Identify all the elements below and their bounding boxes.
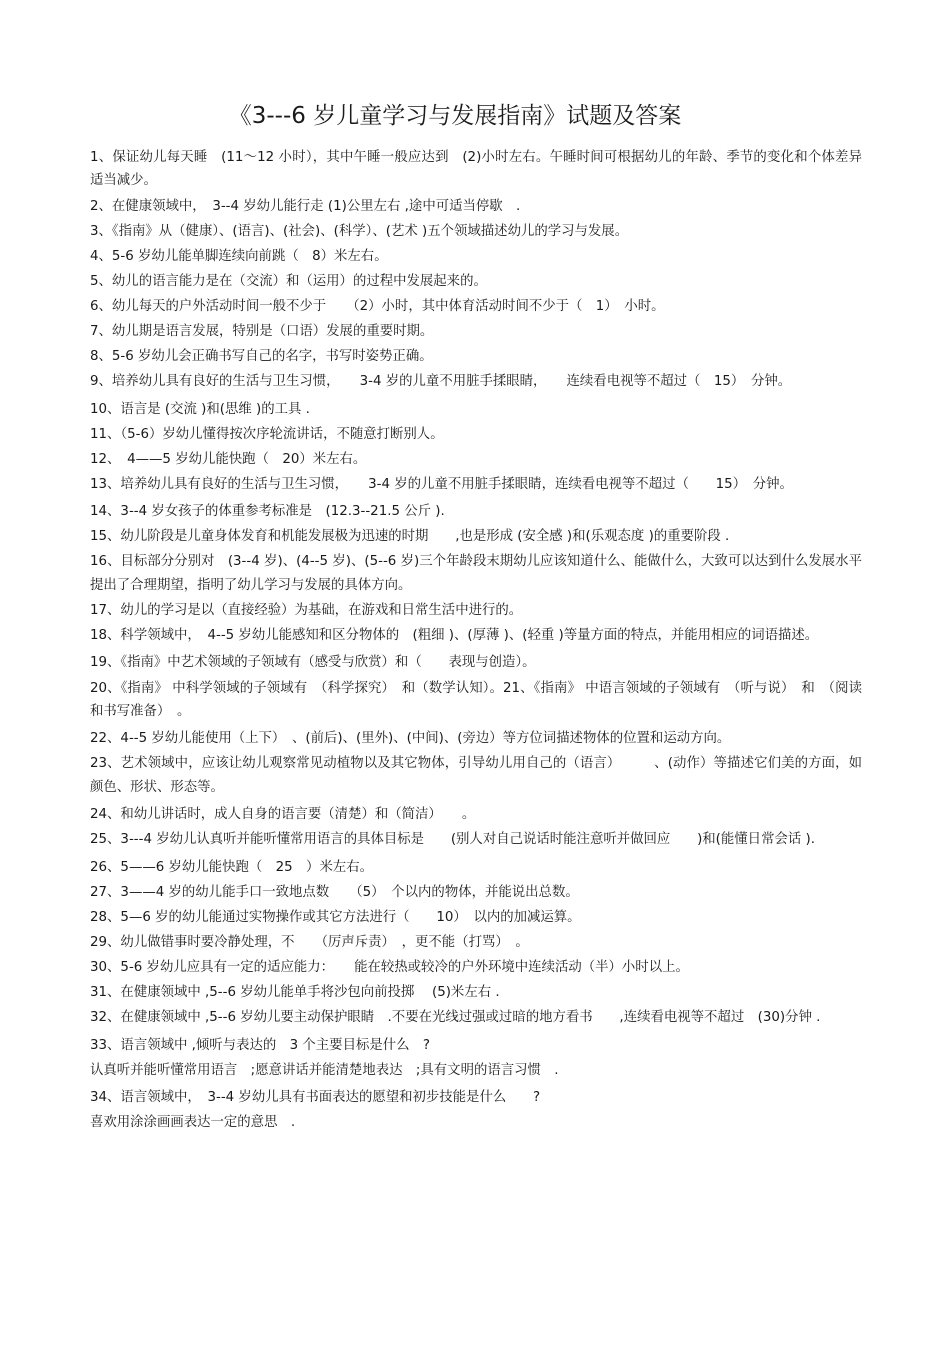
question-15: 15、幼儿阶段是儿童身体发育和机能发展极为迅速的时期 ,也是形成 (安全感 )和(乐观态度 )的重要阶段 . — [90, 529, 730, 545]
question-25: 25、3---4 岁幼儿认真听并能听懂常用语言的具体目标是 (别人对自己说话时能注意听并做回应 )和(能懂日常会话 ). — [90, 832, 815, 848]
question-34: 34、语言领域中， 3--4 岁幼儿具有书面表达的愿望和初步技能是什么 ? — [90, 1090, 541, 1106]
question-22: 22、4--5 岁幼儿能使用（上下） 、(前后)、(里外)、(中间)、(旁边）等方位词描述物体的位置和运动方向。 — [90, 731, 731, 747]
question-12: 12、 4——5 岁幼儿能快跑（ 20）米左右。 — [90, 451, 367, 467]
answer-34: 喜欢用涂涂画画表达一定的意思 . — [90, 1115, 296, 1131]
question-30: 30、5-6 岁幼儿应具有一定的适应能力： 能在较热或较冷的户外环境中连续活动（半）小时以上。 — [90, 960, 689, 976]
question-4: 4、5-6 岁幼儿能单脚连续向前跳（ 8）米左右。 — [90, 248, 388, 264]
question-10: 10、语言是 (交流 )和(思维 )的工具 . — [90, 401, 310, 417]
question-13: 13、培养幼儿具有良好的生活与卫生习惯， 3-4 岁的儿童不用脏手揉眼睛，连续看电视等不超过（ 15） 分钟。 — [90, 476, 793, 492]
question-31: 31、在健康领域中 ,5--6 岁幼儿能单手将沙包向前投掷 (5)米左右 . — [90, 985, 500, 1001]
question-24: 24、和幼儿讲话时，成人自身的语言要（清楚）和（简洁） 。 — [90, 807, 476, 823]
question-8: 8、5-6 岁幼儿会正确书写自己的名字，书写时姿势正确。 — [90, 349, 433, 365]
question-7: 7、幼儿期是语言发展，特别是（口语）发展的重要时期。 — [90, 323, 434, 339]
question-list — [90, 146, 862, 1136]
question-33: 33、语言领域中 ,倾听与表达的 3 个主要目标是什么 ? — [90, 1037, 431, 1053]
document-title: 《3---6 岁儿童学习与发展指南》试题及答案 — [228, 103, 682, 129]
question-23: 23、艺术领域中，应该让幼儿观察常见动植物以及其它物体，引导幼儿用自己的（语言） 、(动作）等描述它们美的方面，如颜色、形状、形态等。 — [90, 756, 862, 795]
question-6: 6、幼儿每天的户外活动时间一般不少于 （2）小时，其中体育活动时间不少于（ 1） 小时。 — [90, 298, 665, 314]
question-26: 26、5——6 岁幼儿能快跑（ 25 ）米左右。 — [90, 859, 374, 875]
question-18: 18、科学领域中， 4--5 岁幼儿能感知和区分物体的 (粗细 )、(厚薄 )、(轻重 )等量方面的特点，并能用相应的词语描述。 — [90, 628, 819, 644]
question-3: 3、《指南》从（健康）、(语言)、(社会)、(科学）、(艺术 )五个领域描述幼儿的学习与发展。 — [90, 223, 629, 239]
question-19: 19、《指南》中艺术领域的子领域有（感受与欣赏）和（ 表现与创造）。 — [90, 655, 536, 671]
question-9: 9、培养幼儿具有良好的生活与卫生习惯， 3-4 岁的儿童不用脏手揉眼睛， 连续看电视等不超过（ 15） 分钟。 — [90, 374, 792, 390]
question-20-21: 20、《指南》 中科学领域的子领域有 （科学探究） 和（数学认知）。21、《指南》 中语言领域的子领域有 （听与说） 和 （阅读和书写准备） 。 — [90, 680, 862, 719]
answer-33: 认真听并能听懂常用语言 ;愿意讲话并能清楚地表达 ;具有文明的语言习惯 . — [90, 1062, 559, 1078]
question-17: 17、幼儿的学习是以（直接经验）为基础，在游戏和日常生活中进行的。 — [90, 602, 523, 618]
question-28: 28、5—6 岁的幼儿能通过实物操作或其它方法进行（ 10） 以内的加减运算。 — [90, 909, 581, 925]
question-32: 32、在健康领域中 ,5--6 岁幼儿要主动保护眼睛 .不要在光线过强或过暗的地方看书 ,连续看电视等不超过 (30)分钟 . — [90, 1010, 821, 1026]
question-11: 11、（5-6）岁幼儿懂得按次序轮流讲话，不随意打断别人。 — [90, 426, 444, 442]
question-14: 14、3--4 岁女孩子的体重参考标准是 (12.3--21.5 公斤 ). — [90, 504, 445, 520]
question-29: 29、幼儿做错事时要冷静处理，不 （厉声斥责） ，更不能（打骂） 。 — [90, 935, 529, 951]
question-1: 1、保证幼儿每天睡 (11～12 小时），其中午睡一般应达到 (2)小时左右。午睡时间可根据幼儿的年龄、季节的变化和个体差异适当减少。 — [90, 150, 862, 189]
question-16: 16、目标部分分别对 (3--4 岁)、(4--5 岁)、(5--6 岁)三个年龄段末期幼儿应该知道什么、能做什么，大致可以达到什么发展水平提出了合理期望，指明了幼儿学习与发展的具体方向。 — [90, 554, 862, 593]
question-27: 27、3——4 岁的幼儿能手口一致地点数 （5） 个以内的物体，并能说出总数。 — [90, 884, 579, 900]
question-5: 5、幼儿的语言能力是在（交流）和（运用）的过程中发展起来的。 — [90, 273, 487, 289]
question-2: 2、在健康领域中， 3--4 岁幼儿能行走 (1)公里左右 ,途中可适当停歇 . — [90, 198, 521, 214]
